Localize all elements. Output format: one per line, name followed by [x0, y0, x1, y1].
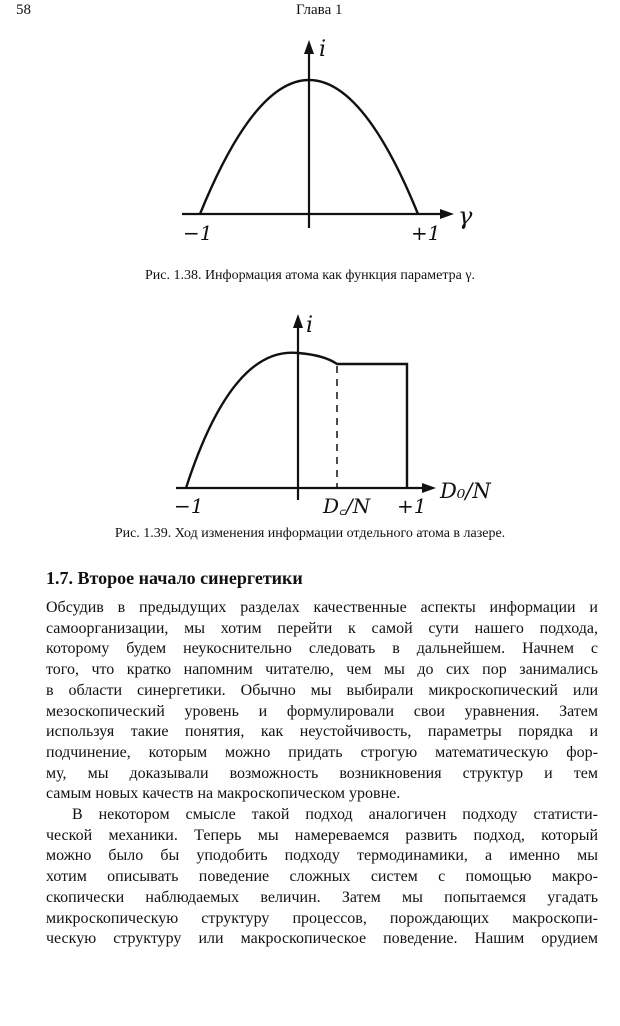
text-line: микроскопическую структуру процессов, порождающих макроскопи-	[46, 909, 598, 927]
x-axis-label: γ	[458, 202, 473, 230]
y-axis-label: i	[319, 37, 327, 62]
information-curve	[186, 353, 407, 488]
figure-1-38-caption: Рис. 1.38. Информация атома как функция параметра γ.	[144, 268, 476, 283]
section-title: 1.7. Второе начало синергетики	[46, 568, 303, 588]
text-line: хотим описывать поведение сложных систем с помощью макро-	[46, 868, 598, 886]
text-line: в области синергетики. Обычно мы выбирали микроскопический или	[46, 681, 598, 699]
text-line: скопически наблюдаемых величин. Затем мы попытаемся угадать	[46, 888, 598, 906]
text-line: му, мы доказывали возможность возникновения структур и тем	[46, 764, 598, 782]
text-line: Обсудив в предыдущих разделах качественные аспекты информации и	[46, 599, 598, 616]
running-header: Глава 1	[296, 2, 343, 18]
text-line: которому будем неукоснительно следовать в дальнейшем. Начнем с	[46, 640, 598, 658]
y-axis-label: i	[306, 313, 314, 338]
tick-left-label: −1	[183, 221, 213, 245]
tick-right-label: +1	[411, 221, 441, 245]
tick-mid-label: D꜀/N	[323, 494, 371, 518]
x-axis-arrow	[440, 209, 454, 219]
text-line: В некотором смысле такой подход аналогичен подходу статисти-	[72, 806, 598, 824]
figure-1-39-caption: Рис. 1.39. Ход изменения информации отдельного атома в лазере.	[114, 526, 506, 541]
y-axis-arrow	[304, 40, 314, 54]
text-line: самоорганизации, мы хотим перейти к самой сути нашего подхода,	[46, 619, 598, 637]
text-line: ческой механики. Теперь мы намереваемся развить подход, который	[46, 826, 598, 844]
tick-right-label: +1	[397, 494, 427, 518]
text-line: того, что кратко напомним читателю, чем мы до сих пор занимались	[46, 661, 598, 679]
text-line: можно было бы уподобить подходу термодинамики, а именно мы	[46, 847, 598, 865]
text-line: мезоскопический уровень и формулировали свои уравнения. Затем	[46, 702, 598, 720]
body-text	[46, 598, 598, 950]
paragraph-1	[46, 598, 598, 805]
tick-left-label: −1	[174, 494, 204, 518]
text-line: самым новых качеств на макроскопическом уровне.	[46, 785, 401, 803]
figure-1-39	[0, 306, 620, 518]
text-line: ческую структуру или макроскопическое поведение. Нашим орудием	[46, 930, 598, 948]
figure-1-38	[0, 30, 620, 260]
page-number: 58	[16, 2, 31, 18]
paragraph-2	[46, 805, 598, 950]
y-axis-arrow	[293, 314, 303, 328]
x-axis-arrow	[422, 483, 436, 493]
text-line: используя такие понятия, как неустойчивость, параметры порядка и	[46, 723, 598, 741]
text-line: подчинение, которым можно придать строгую математическую фор-	[46, 743, 598, 761]
x-axis-label: D₀/N	[440, 479, 491, 503]
